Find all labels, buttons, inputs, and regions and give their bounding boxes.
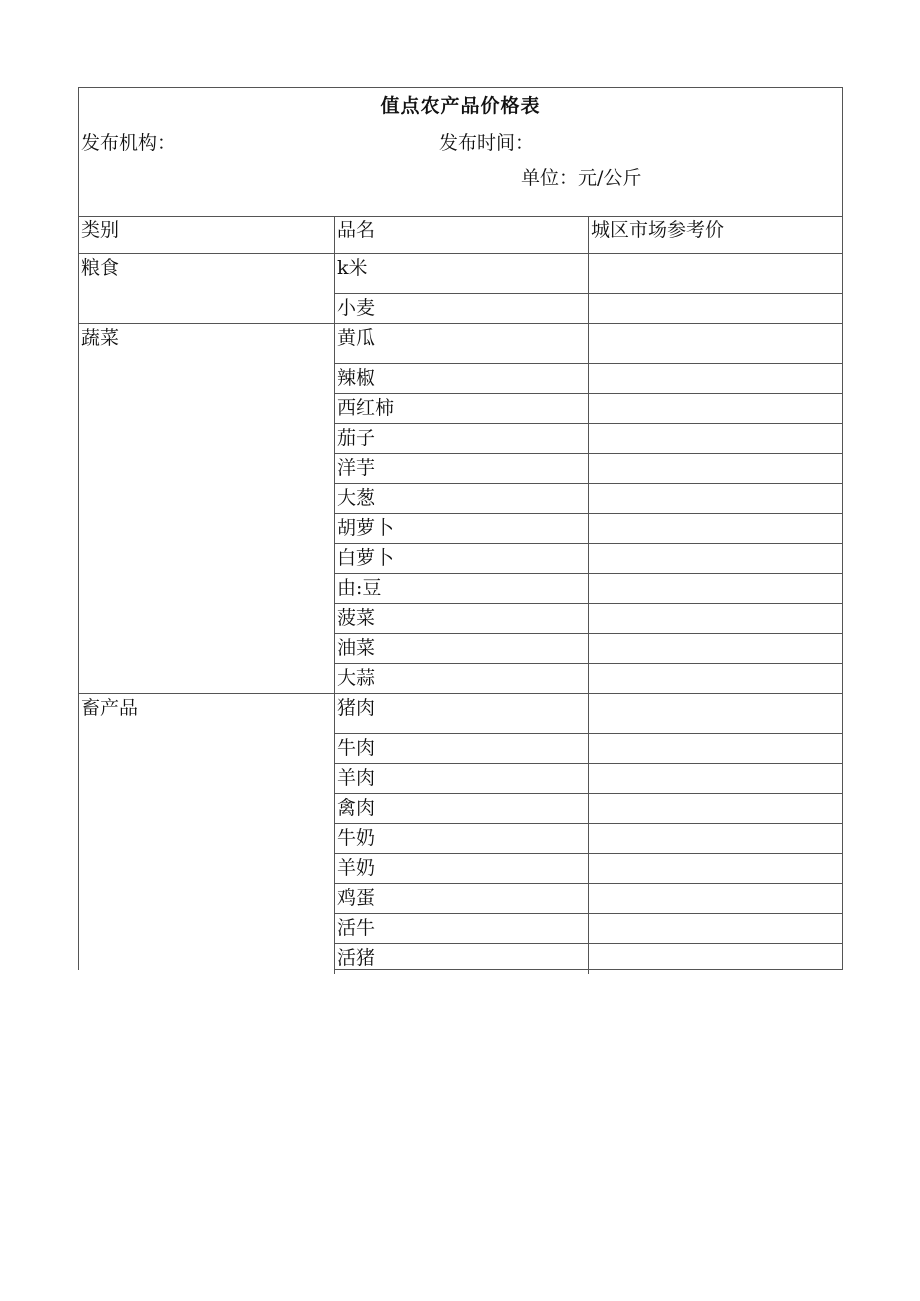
- price-cell: [588, 884, 842, 913]
- column-header-category: 类别: [81, 219, 120, 241]
- product-name-cell: 洋芋: [334, 454, 588, 483]
- product-name-cell: 由:豆: [334, 574, 588, 603]
- product-name-cell: k米: [334, 254, 588, 293]
- page-title: 值点农产品价格表: [380, 95, 541, 117]
- price-cell: [588, 824, 842, 853]
- publish-time-label: 发布时间：: [439, 132, 535, 154]
- price-cell: [588, 454, 842, 483]
- product-name-cell: 菠菜: [334, 604, 588, 633]
- product-name-cell: 小麦: [334, 294, 588, 323]
- product-name-cell: 辣椒: [334, 364, 588, 393]
- price-cell: [588, 664, 842, 693]
- price-cell: [588, 854, 842, 883]
- price-cell: [588, 424, 842, 453]
- publisher-label: 发布机构：: [81, 132, 177, 154]
- category-merged-cell: 粮食: [79, 254, 334, 324]
- product-name-cell: 牛肉: [334, 734, 588, 763]
- price-cell: [588, 734, 842, 763]
- product-name-cell: 羊奶: [334, 854, 588, 883]
- product-name-cell: 鸡蛋: [334, 884, 588, 913]
- category-merged-cell: 蔬菜: [79, 324, 334, 694]
- table-header-block: [79, 88, 842, 217]
- price-cell: [588, 544, 842, 573]
- product-name-cell: 西红柿: [334, 394, 588, 423]
- price-cell: [588, 794, 842, 823]
- product-name-cell: 白萝卜: [334, 544, 588, 573]
- price-cell: [588, 574, 842, 603]
- price-cell: [588, 764, 842, 793]
- product-name-cell: 大蒜: [334, 664, 588, 693]
- product-name-cell: 活牛: [334, 914, 588, 943]
- price-cell: [588, 324, 842, 363]
- category-merged-cell: 畜产品: [79, 694, 334, 974]
- product-name-cell: 油菜: [334, 634, 588, 663]
- price-cell: [588, 514, 842, 543]
- unit-label: 单位：元/公斤: [521, 167, 642, 189]
- product-name-cell: 活猪: [334, 944, 588, 974]
- product-name-cell: 大葱: [334, 484, 588, 513]
- product-name-cell: 牛奶: [334, 824, 588, 853]
- column-header-name: 品名: [334, 216, 588, 253]
- price-cell: [588, 944, 842, 974]
- price-cell: [588, 604, 842, 633]
- product-name-cell: 黄瓜: [334, 324, 588, 363]
- product-name-cell: 猪肉: [334, 694, 588, 733]
- product-name-cell: 禽肉: [334, 794, 588, 823]
- product-name-cell: 羊肉: [334, 764, 588, 793]
- price-cell: [588, 484, 842, 513]
- price-table-sheet: [78, 87, 843, 970]
- price-cell: [588, 254, 842, 293]
- price-cell: [588, 364, 842, 393]
- price-cell: [588, 694, 842, 733]
- price-cell: [588, 634, 842, 663]
- product-name-cell: 茄子: [334, 424, 588, 453]
- product-name-cell: 胡萝卜: [334, 514, 588, 543]
- price-cell: [588, 394, 842, 423]
- price-cell: [588, 914, 842, 943]
- price-cell: [588, 294, 842, 323]
- column-header-row: [79, 216, 842, 254]
- column-header-price: 城区市场参考价: [588, 216, 842, 253]
